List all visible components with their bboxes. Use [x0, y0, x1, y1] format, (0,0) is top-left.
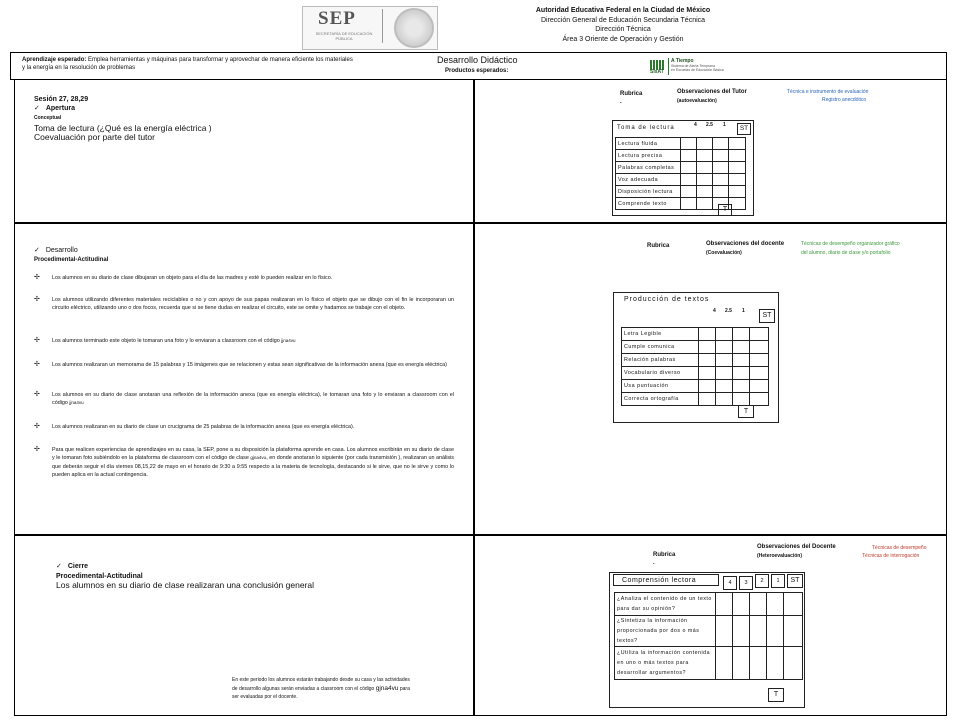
score-cell[interactable]	[733, 354, 750, 367]
rubrica-dot-3: .	[653, 560, 655, 566]
apertura-line-2: Coevaluación por parte del tutor	[34, 132, 155, 142]
score-cell[interactable]	[681, 150, 697, 162]
bullet-icon: ✢	[34, 361, 40, 368]
score-cell[interactable]	[697, 186, 713, 198]
toma-lectura-table	[615, 137, 746, 210]
subtotal-header: ST	[759, 309, 775, 323]
institution-line-2: Dirección General de Educación Secundaria Técnica	[540, 16, 706, 24]
score-cell[interactable]	[681, 162, 697, 174]
institution-line-4: Área 3 Oriente de Operación y Gestión	[562, 35, 684, 43]
comprension-table	[614, 592, 803, 680]
criterion-cell: Comprende texto	[616, 198, 681, 210]
criterion-cell: Palabras completas	[616, 162, 681, 174]
table-row	[622, 328, 769, 341]
check-icon: ✓	[34, 247, 40, 254]
score-cell[interactable]	[750, 647, 767, 680]
sisat-logo	[650, 58, 730, 76]
sisat-title: SisAT	[650, 69, 664, 75]
score-col-4: 4	[713, 308, 716, 314]
desarrollo-didactico-title: Desarrollo Didáctico	[437, 55, 518, 65]
criterion-cell: ¿Sintetiza la información proporcionada por dos o más textos?	[615, 616, 716, 647]
score-cell[interactable]	[681, 186, 697, 198]
score-cell[interactable]	[699, 354, 716, 367]
cierre-line-1: Los alumnos en su diario de clase realizaran una conclusión general	[56, 580, 314, 590]
score-col-2: 2	[755, 574, 769, 588]
score-cell[interactable]	[681, 138, 697, 150]
score-col-2-5: 2.5	[725, 308, 732, 314]
activity-3	[52, 337, 454, 345]
apertura-line-1: Toma de lectura (¿Qué es la energía eléctrica )	[34, 123, 212, 133]
cierre-note-text-2: para	[398, 685, 410, 692]
desarrollo-title: Desarrollo	[45, 247, 78, 254]
score-cell[interactable]	[713, 174, 729, 186]
autoevaluacion-label: (autoevaluación)	[677, 98, 717, 104]
heteroevaluacion-label: (Heteroevaluación)	[757, 553, 803, 559]
aprendizaje-label: Aprendizaje esperado:	[22, 57, 87, 63]
tecnica-desempeno: Técnicas de desempeño organizador gráfico	[801, 241, 900, 247]
subtotal-cell[interactable]	[750, 354, 769, 367]
score-cell[interactable]	[681, 174, 697, 186]
desarrollo-box	[14, 222, 475, 536]
coevaluacion-label: (Coevaluación)	[706, 250, 742, 256]
rubrica-label-3: Rubrica	[653, 552, 676, 558]
produccion-textos-table	[621, 327, 769, 406]
apertura-heading	[34, 104, 75, 113]
sisat-divider	[668, 58, 669, 75]
observaciones-tutor: Observaciones del Tutor	[677, 89, 747, 95]
activity-7	[52, 446, 454, 479]
subtotal-cell[interactable]	[784, 647, 803, 680]
table-row	[615, 647, 803, 680]
score-col-3: 3	[739, 576, 753, 590]
subtotal-cell[interactable]	[750, 367, 769, 380]
total-cell[interactable]: T	[768, 688, 784, 702]
criterion-cell: Cumple comunica	[622, 341, 699, 354]
score-cell[interactable]	[733, 593, 750, 616]
score-cell[interactable]	[697, 150, 713, 162]
cierre-note-line-2	[232, 685, 462, 694]
table-row	[622, 380, 769, 393]
table-row	[615, 593, 803, 616]
subtotal-header: ST	[737, 123, 751, 135]
score-cell[interactable]	[699, 367, 716, 380]
cierre-note	[232, 676, 462, 702]
score-cell[interactable]	[713, 150, 729, 162]
bullet-icon: ✢	[34, 337, 40, 344]
sisat-tagline: A Tiempo	[671, 58, 694, 64]
diario-portafolio: del alumno, diario de clase y/o portafolio	[801, 250, 891, 256]
productos-esperados-label: Productos esperados:	[445, 68, 509, 74]
score-cell[interactable]	[733, 647, 750, 680]
score-col-2-5: 2.5	[706, 122, 713, 128]
sep-logo-subtext: SECRETARÍA DE EDUCACIÓN PÚBLICA	[315, 31, 373, 41]
national-seal-icon	[394, 8, 434, 48]
logo-divider	[382, 9, 383, 43]
score-cell[interactable]	[716, 647, 733, 680]
cierre-type: Procedimental-Actitudinal	[56, 573, 143, 580]
desarrollo-heading	[34, 246, 78, 255]
subtotal-cell[interactable]	[784, 593, 803, 616]
subtotal-cell[interactable]	[729, 138, 746, 150]
score-cell[interactable]	[716, 393, 733, 406]
subtotal-cell[interactable]	[750, 393, 769, 406]
activity-7-text: Para que realicen experiencias de aprendizajes en su casa, la SEP, pone a su disposición la plataforma aprende en casa. Los alumnos escribirán en su diario de clase y le tomaran foto subiéndolo en la plataforma de classroom con el código de clase	[52, 447, 454, 462]
criterion-cell: Disposición lectura	[616, 186, 681, 198]
subtotal-cell[interactable]	[750, 341, 769, 354]
criterion-cell: ¿Analiza el contenido de un texto para dar su opinión?	[615, 593, 716, 616]
activity-2: Los alumnos utilizando diferentes materiales reciclables o no y con apoyo de sus papas realizaran en lo físico el objeto que se dibujo con el fin le incorporaran un circuito eléctrico, utilizando uno o dos focos, recuerda que si se tiene dudas en realizar el circuito, este se omite y hadamos se trabaje con el objeto.	[52, 297, 454, 312]
bullet-icon: ✢	[34, 391, 40, 398]
criterion-cell: Correcta ortografía	[622, 393, 699, 406]
comprension-title: Comprensión lectora	[613, 574, 719, 586]
cierre-note-text: de desarrollo algunas serán enviadas a classroom con el código	[232, 685, 376, 692]
score-cell[interactable]	[733, 341, 750, 354]
subtotal-cell[interactable]	[729, 186, 746, 198]
score-cell[interactable]	[767, 616, 784, 647]
score-cell[interactable]	[681, 198, 697, 210]
bullet-icon: ✢	[34, 274, 40, 281]
score-col-4: 4	[723, 576, 737, 590]
classroom-code: jjna4vu	[69, 400, 84, 406]
table-row	[622, 393, 769, 406]
criterion-cell: Lectura fluida	[616, 138, 681, 150]
score-col-1: 1	[771, 574, 785, 588]
score-cell[interactable]	[716, 380, 733, 393]
score-cell[interactable]	[733, 393, 750, 406]
criterion-cell: Relación palabras	[622, 354, 699, 367]
score-cell[interactable]	[750, 593, 767, 616]
institution-block	[448, 6, 798, 44]
score-cell[interactable]	[716, 616, 733, 647]
score-cell[interactable]	[733, 616, 750, 647]
score-cell[interactable]	[767, 647, 784, 680]
activity-5	[52, 391, 454, 408]
table-row	[616, 138, 746, 150]
score-cell[interactable]	[699, 328, 716, 341]
activity-4: Los alumnos realizaran un memorama de 15 palabras y 15 imágenes que se relacionen y estas sean significativas de la información anexa (que es energía eléctrica)	[52, 362, 447, 368]
activity-7-text-2: , en donde anotaran lo siguiente (por cada transmisión ), realizaran un análisis que deberán seguir el día viernes 08,15,22 de mayo en el horario de 9:30 a 9:55 respecto a la materia de tecnología, destacando si le sirve, que no le sirve y como lo pueden aplica en la actual contingencia.	[52, 455, 454, 478]
activity-6: Los alumnos realizaran en su diario de clase un crucigrama de 25 palabras de la información anexa (que es energía eléctrica).	[52, 424, 355, 430]
score-cell[interactable]	[716, 354, 733, 367]
cierre-note-line-1: En este periodo los alumnos estarán trabajando desde su casa y las actividades	[232, 677, 410, 683]
table-row	[622, 367, 769, 380]
aprendizaje-esperado	[22, 56, 442, 72]
classroom-code: jjna4vu	[281, 338, 296, 343]
score-cell[interactable]	[713, 186, 729, 198]
score-cell[interactable]	[716, 593, 733, 616]
subtotal-cell[interactable]	[729, 174, 746, 186]
cierre-note-line-3: ser evaluadas por el docente.	[232, 694, 298, 700]
sisat-tagline-3: en Escuelas de Educación Básica	[671, 68, 724, 72]
sesion-label: Sesión 27, 28,29	[34, 96, 89, 103]
score-cell[interactable]	[697, 198, 713, 210]
score-cell[interactable]	[697, 174, 713, 186]
rubrica-label-2: Rubrica	[647, 243, 670, 249]
criterion-cell: ¿Utiliza la información contenida en uno o más textos para desarrollar argumentos?	[615, 647, 716, 680]
subtotal-cell[interactable]	[750, 380, 769, 393]
score-cell[interactable]	[697, 162, 713, 174]
tecnica-evaluacion-1: Técnica e instrumento de evaluación	[787, 89, 869, 95]
desarrollo-type: Procedimental-Actitudinal	[34, 257, 109, 263]
bullet-icon: ✢	[34, 423, 40, 430]
cierre-heading	[56, 562, 88, 571]
table-row	[616, 150, 746, 162]
table-row	[622, 341, 769, 354]
tecnica-desempeno-3: Técnicas de desempeño	[872, 545, 927, 551]
activity-1: Los alumnos en su diario de clase dibujaran un objeto para el día de las madres y esté lo pueden realizar en lo físico.	[52, 275, 333, 281]
registro-anecdotico: Registro anecdótico	[822, 97, 867, 103]
bullet-icon: ✢	[34, 296, 40, 303]
table-row	[622, 354, 769, 367]
score-col-4: 4	[694, 122, 697, 128]
score-cell[interactable]	[767, 593, 784, 616]
aprendizaje-text-2: y la energía en la resolución de problemas	[22, 65, 136, 71]
score-cell[interactable]	[716, 341, 733, 354]
score-col-1: 1	[742, 308, 745, 314]
toma-lectura-title: Toma de lectura	[617, 125, 675, 131]
criterion-cell: Letra Legible	[622, 328, 699, 341]
criterion-cell: Lectura precisa	[616, 150, 681, 162]
tecnica-interrogacion: Técnicas de interrogación	[862, 553, 920, 559]
score-cell[interactable]	[733, 380, 750, 393]
table-row	[616, 174, 746, 186]
score-cell[interactable]	[716, 367, 733, 380]
table-row	[616, 162, 746, 174]
sep-logo-text: SEP	[318, 8, 356, 29]
sisat-tagline-2: Sistema de Alerta Temprana	[671, 64, 715, 68]
apertura-type: Conceptual	[34, 115, 62, 121]
classroom-code: gjna4vu	[375, 684, 399, 692]
total-cell[interactable]: T	[718, 204, 732, 216]
score-cell[interactable]	[713, 138, 729, 150]
table-row	[615, 616, 803, 647]
produccion-textos-title: Producción de textos	[624, 296, 710, 303]
subtotal-cell[interactable]	[729, 162, 746, 174]
subtotal-cell[interactable]	[784, 616, 803, 647]
activity-5-text: Los alumnos en su diario de clase anotaran una reflexión de la información anexa (que es energía eléctrica), le tomaran una foto y lo enviaran a classroom con el código	[52, 392, 454, 407]
subtotal-header: ST	[787, 574, 803, 588]
rubrica-dot-1: .	[620, 99, 622, 105]
criterion-cell: Vocabulario diverso	[622, 367, 699, 380]
score-cell[interactable]	[750, 616, 767, 647]
criterion-cell: Voz adecuada	[616, 174, 681, 186]
subtotal-cell[interactable]	[750, 328, 769, 341]
apertura-title: Apertura	[45, 105, 76, 112]
score-cell[interactable]	[733, 367, 750, 380]
criterion-cell: Usa puntuación	[622, 380, 699, 393]
classroom-code: gjna4vu	[250, 455, 267, 461]
page-header	[0, 0, 960, 52]
total-cell[interactable]: T	[738, 405, 754, 418]
score-cell[interactable]	[699, 341, 716, 354]
score-cell[interactable]	[699, 393, 716, 406]
institution-line-3: Dirección Técnica	[595, 26, 651, 33]
score-cell[interactable]	[713, 162, 729, 174]
subtotal-cell[interactable]	[729, 150, 746, 162]
cierre-title: Cierre	[67, 563, 89, 570]
rubrica-label-1: Rubrica	[620, 91, 643, 97]
institution-line-1: Autoridad Educativa Federal en la Ciudad de México	[535, 7, 711, 14]
aprendizaje-text: Emplea herramientas y máquinas para transformar y aprovechar de manera eficiente los materiales	[88, 57, 353, 63]
score-cell[interactable]	[699, 380, 716, 393]
score-cell[interactable]	[697, 138, 713, 150]
score-cell[interactable]	[716, 328, 733, 341]
score-col-1: 1	[723, 122, 726, 128]
check-icon: ✓	[34, 105, 40, 112]
activity-3-text: Los alumnos terminado este objeto le tomaran una foto y lo enviaran a classroom con el código	[52, 338, 282, 344]
bullet-icon: ✢	[34, 446, 40, 453]
table-row	[616, 186, 746, 198]
observaciones-docente: Observaciones del docente	[706, 241, 785, 247]
score-cell[interactable]	[733, 328, 750, 341]
check-icon: ✓	[56, 563, 62, 570]
observaciones-docente-3: Observaciones del Docente	[757, 544, 836, 550]
